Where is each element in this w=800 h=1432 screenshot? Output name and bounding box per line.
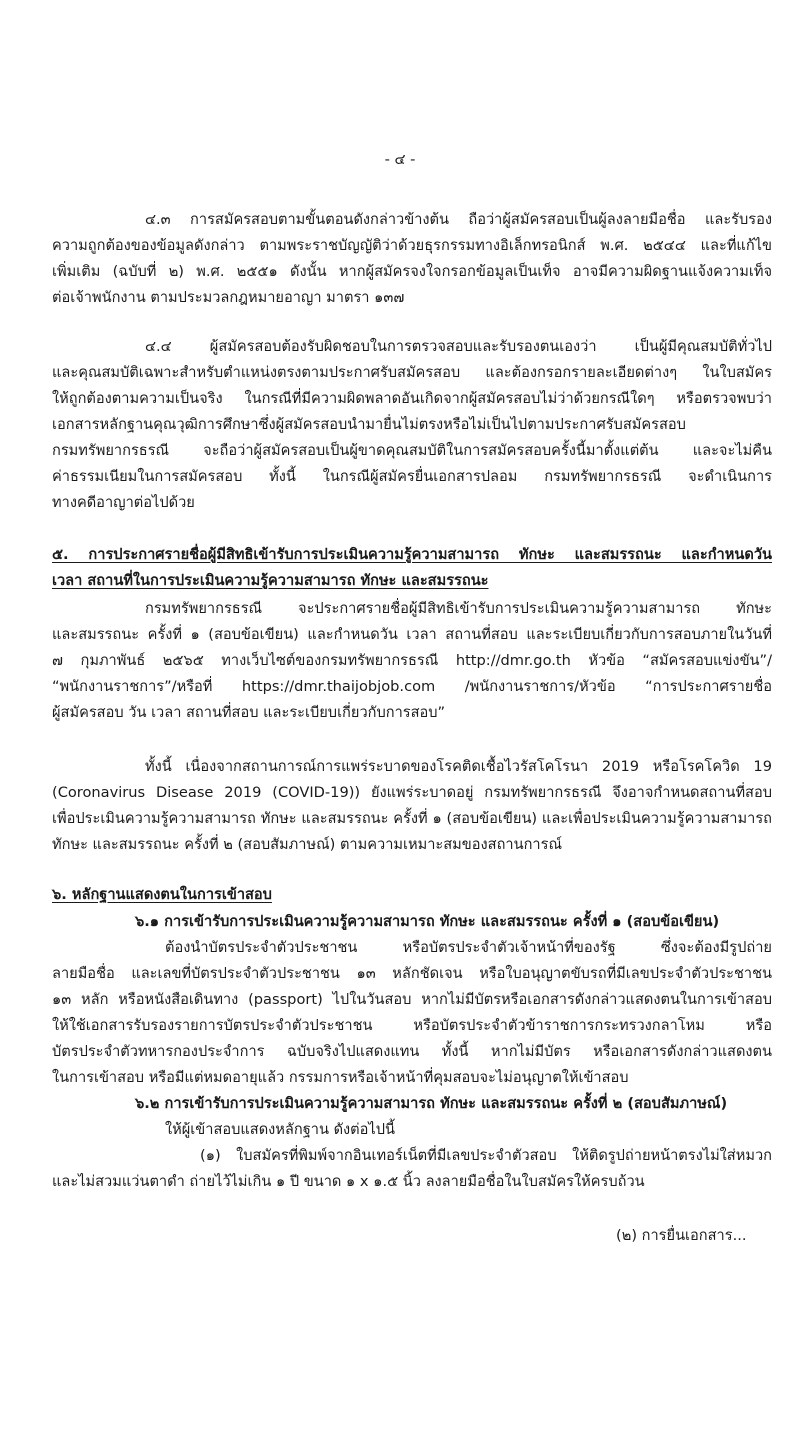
item1-line-2: และไม่สวมแว่นตาดำ ถ่ายไว้ไม่เกิน ๑ ปี ขนาด ๑ x ๑.๕ นิ้ว ลงลายมือชื่อในใบสมัครให้ครบถ้วน [52,1173,645,1190]
p61-line-4: ให้ใช้เอกสารรับรองรายการบัตรประจำตัวประชาชน หรือบัตรประจำตัวข้าราชการกระทรวงกลาโหม หรือ [52,1017,772,1034]
page-number: - ๔ - [384,151,416,168]
p5a-line-1: กรมทรัพยากรธรณี จะประกาศรายชื่อผู้มีสิทธิเข้ารับการประเมินความรู้ความสามารถ ทักษะ [145,600,772,617]
section-6-1-heading: ๖.๑ การเข้ารับการประเมินความรู้ความสามารถ ทักษะ และสมรรถนะ ครั้งที่ ๑ (สอบข้อเขียน) [135,913,720,930]
p5b-line-1: ทั้งนี้ เนื่องจากสถานการณ์การแพร่ระบาดของโรคติดเชื้อไวรัสโคโรนา 2019 หรือโรคโควิด 19 [145,758,772,775]
p5a-line-2: และสมรรถนะ ครั้งที่ ๑ (สอบข้อเขียน) และกำหนดวัน เวลา สถานที่สอบ และระเบียบเกี่ยวกับการสอบภายในวันที่ [52,626,772,643]
p5b-line-3: เพื่อประเมินความรู้ความสามารถ ทักษะ และสมรรถนะ ครั้งที่ ๑ (สอบข้อเขียน) และเพื่อประเมินความรู้ความสามารถ [52,810,772,827]
s44-line-3: ให้ถูกต้องตามความเป็นจริง ในกรณีที่มีความผิดพลาดอันเกิดจากผู้สมัครสอบไม่ว่าด้วยกรณีใดๆ หรือตรวจพบว่า [52,390,772,407]
s44-line-5: กรมทรัพยากรธรณี จะถือว่าผู้สมัครสอบเป็นผู้ขาดคุณสมบัติในการสมัครสอบครั้งนี้มาตั้งแต่ต้น และจะไม่คืน [52,442,772,459]
s44-line-1: ๔.๔ ผู้สมัครสอบต้องรับผิดชอบในการตรวจสอบและรับรองตนเองว่า เป็นผู้มีคุณสมบัติทั่วไป [145,338,772,355]
s44-line-7: ทางคดีอาญาต่อไปด้วย [52,494,195,511]
section-6-2-heading: ๖.๒ การเข้ารับการประเมินความรู้ความสามารถ ทักษะ และสมรรถนะ ครั้งที่ ๒ (สอบสัมภาษณ์) [135,1095,728,1112]
p61-line-5: บัตรประจำตัวทหารกองประจำการ ฉบับจริงไปแสดงแทน ทั้งนี้ หากไม่มีบัตร หรือเอกสารดังกล่าวแสดงตน [52,1043,772,1060]
continuation-text: (๒) การยื่นเอกสาร... [616,1227,747,1244]
p62-intro: ให้ผู้เข้าสอบแสดงหลักฐาน ดังต่อไปนี้ [165,1121,395,1138]
s44-line-6: ค่าธรรมเนียมในการสมัครสอบ ทั้งนี้ ในกรณีผู้สมัครยื่นเอกสารปลอม กรมทรัพยากรธรณี จะดำเนินการ [52,468,772,485]
section-5-heading-line-2: เวลา สถานที่ในการประเมินความรู้ความสามารถ ทักษะ และสมรรถนะ [52,572,489,589]
p5b-line-4: ทักษะ และสมรรถนะ ครั้งที่ ๒ (สอบสัมภาษณ์) ตามความเหมาะสมของสถานการณ์ [52,836,562,853]
section-6-heading: ๖. หลักฐานแสดงตนในการเข้าสอบ [52,886,272,903]
p5a-line-5: ผู้สมัครสอบ วัน เวลา สถานที่สอบ และระเบียบเกี่ยวกับการสอบ” [52,704,446,721]
section-5-heading-line-1: ๕. การประกาศรายชื่อผู้มีสิทธิเข้ารับการประเมินความรู้ความสามารถ ทักษะ และสมรรถนะ และกำหนดวัน [52,546,772,563]
p61-line-2: ลายมือชื่อ และเลขที่บัตรประจำตัวประชาชน ๑๓ หลักชัดเจน หรือใบอนุญาตขับรถที่มีเลขประจำตัวประชาชน [52,965,772,982]
s43-line-4: ต่อเจ้าพนักงาน ตามประมวลกฎหมายอาญา มาตรา ๑๓๗ [52,289,405,306]
p5b-line-2: (Coronavirus Disease 2019 (COVID-19)) ยังแพร่ระบาดอยู่ กรมทรัพยากรธรณี จึงอาจกำหนดสถานที่สอบ [52,784,772,801]
p61-line-6: ในการเข้าสอบ หรือมีแต่หมดอายุแล้ว กรรมการหรือเจ้าหน้าที่คุมสอบจะไม่อนุญาตให้เข้าสอบ [52,1069,629,1086]
s44-line-4: เอกสารหลักฐานคุณวุฒิการศึกษาซึ่งผู้สมัครสอบนำมายื่นไม่ตรงหรือไม่เป็นไปตามประกาศรับสมัครสอบ [52,416,686,433]
p61-line-3: ๑๓ หลัก หรือหนังสือเดินทาง (passport) ไปในวันสอบ หากไม่มีบัตรหรือเอกสารดังกล่าวแสดงตนในการเข้าสอบ [52,991,772,1008]
s43-line-1: ๔.๓ การสมัครสอบตามขั้นตอนดังกล่าวข้างต้น ถือว่าผู้สมัครสอบเป็นผู้ลงลายมือชื่อ และรับรอง [145,211,772,228]
s43-line-2: ความถูกต้องของข้อมูลดังกล่าว ตามพระราชบัญญัติว่าด้วยธุรกรรมทางอิเล็กทรอนิกส์ พ.ศ. ๒๕๔๔ และที่แก้ไข [52,237,772,254]
s43-line-3: เพิ่มเติม (ฉบับที่ ๒) พ.ศ. ๒๕๕๑ ดังนั้น หากผู้สมัครจงใจกรอกข้อมูลเป็นเท็จ อาจมีความผิดฐานแจ้งความเท็จ [52,263,772,280]
item1-line-1: (๑) ใบสมัครที่พิมพ์จากอินเทอร์เน็ตที่มีเลขประจำตัวสอบ ให้ติดรูปถ่ายหน้าตรงไม่ใส่หมวก [200,1147,772,1164]
s44-line-2: และคุณสมบัติเฉพาะสำหรับตำแหน่งตรงตามประกาศรับสมัครสอบ และต้องกรอกรายละเอียดต่างๆ ในใบสมัคร [52,364,772,381]
p61-line-1: ต้องนำบัตรประจำตัวประชาชน หรือบัตรประจำตัวเจ้าหน้าที่ของรัฐ ซึ่งจะต้องมีรูปถ่าย [165,939,772,956]
p5a-line-3: ๗ กุมภาพันธ์ ๒๕๖๕ ทางเว็บไซต์ของกรมทรัพยากรธรณี http://dmr.go.th หัวข้อ “สมัครสอบแข่งขัน”/ [52,652,772,669]
p5a-line-4: “พนักงานราชการ”/หรือที่ https://dmr.thaijobjob.com /พนักงานราชการ/หัวข้อ “การประกาศรายชื่อ [52,678,772,695]
